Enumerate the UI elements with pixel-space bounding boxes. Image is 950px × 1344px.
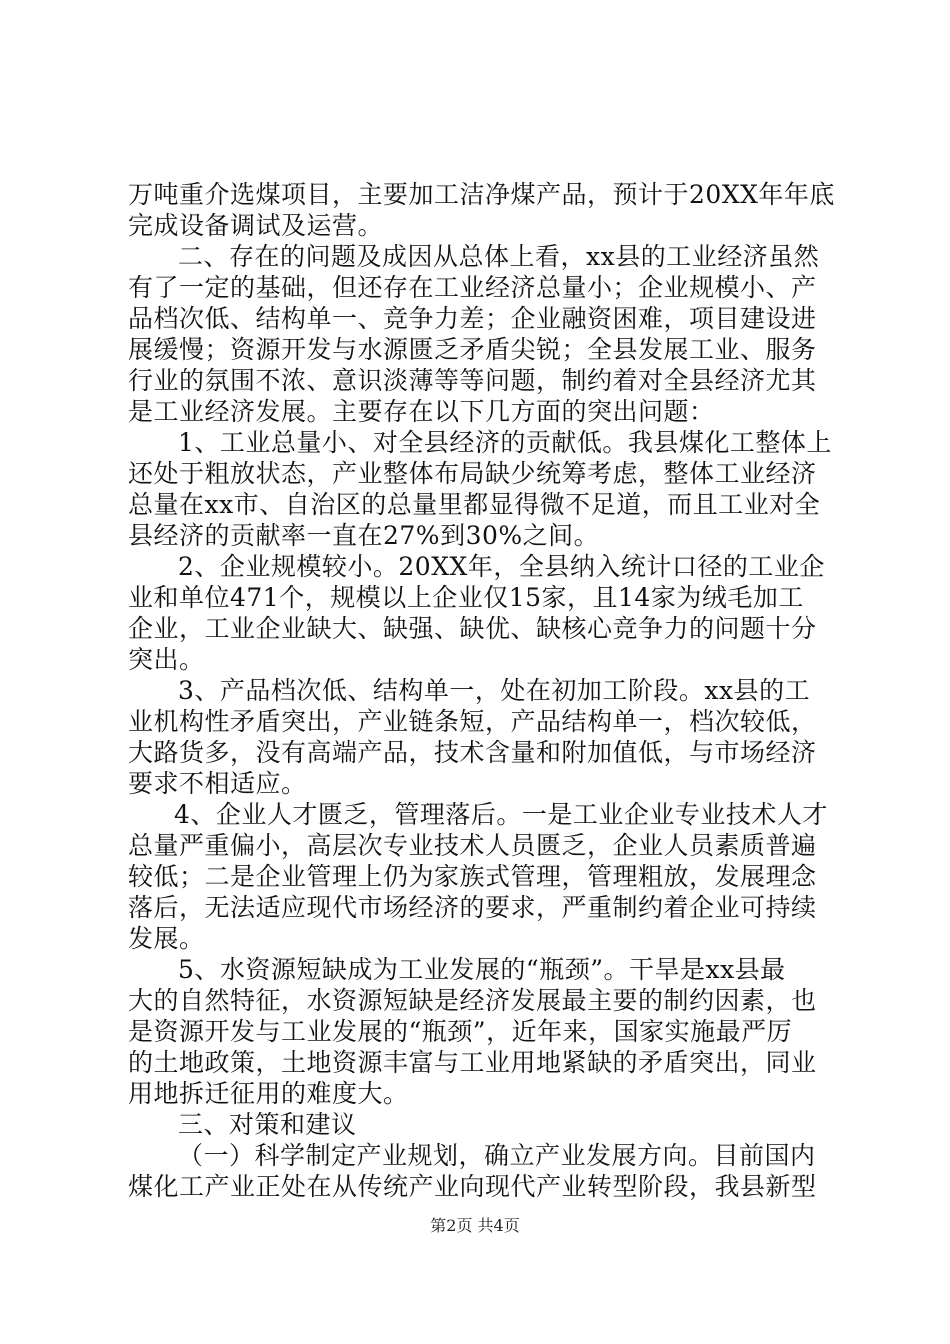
text-line: 大的自然特征，水资源短缺是经济发展最主要的制约因素，也 — [128, 986, 817, 1015]
text-line: 是工业经济发展。主要存在以下几方面的突出问题： — [128, 397, 715, 426]
text-line: 展缓慢；资源开发与水源匮乏矛盾尖锐；全县发展工业、服务 — [128, 335, 817, 364]
text-line: 发展。 — [128, 924, 205, 953]
text-line: 二、存在的问题及成因从总体上看，xx县的工业经济虽然 — [178, 242, 820, 271]
text-line: 突出。 — [128, 645, 205, 674]
text-line: 完成设备调试及运营。 — [128, 211, 384, 240]
text-line: 大路货多，没有高端产品，技术含量和附加值低，与市场经济 — [128, 738, 817, 767]
text-line: 有了一定的基础，但还存在工业经济总量小；企业规模小、产 — [128, 273, 817, 302]
text-line: 5、水资源短缺成为工业发展的“瓶颈”。干旱是xx县最 — [178, 955, 786, 984]
text-line: 行业的氛围不浓、意识淡薄等等问题，制约着对全县经济尤其 — [128, 366, 817, 395]
text-line: 企业，工业企业缺大、缺强、缺优、缺核心竞争力的问题十分 — [128, 614, 817, 643]
text-line: 业机构性矛盾突出，产业链条短，产品结构单一，档次较低， — [128, 707, 817, 736]
text-line: 3、产品档次低、结构单一，处在初加工阶段。xx县的工 — [178, 676, 811, 705]
text-line: 1、工业总量小、对全县经济的贡献低。我县煤化工整体上 — [178, 428, 832, 457]
text-line: 万吨重介选煤项目，主要加工洁净煤产品，预计于20XX年年底 — [128, 180, 835, 209]
page-number-footer: 第2页 共4页 — [430, 1216, 520, 1235]
text-line: 业和单位471个，规模以上企业仅15家，且14家为绒毛加工 — [128, 583, 804, 612]
text-line: 县经济的贡献率一直在27%到30%之间。 — [128, 521, 600, 550]
text-line: 三、对策和建议 — [178, 1110, 357, 1139]
text-line: 落后，无法适应现代市场经济的要求，严重制约着企业可持续 — [128, 893, 817, 922]
text-line: 品档次低、结构单一、竞争力差；企业融资困难，项目建设进 — [128, 304, 817, 333]
text-line: 较低；二是企业管理上仍为家族式管理，管理粗放，发展理念 — [128, 862, 817, 891]
text-line: 还处于粗放状态，产业整体布局缺少统筹考虑，整体工业经济 — [128, 459, 817, 488]
text-line: 要求不相适应。 — [128, 769, 307, 798]
text-line: 总量在xx市、自治区的总量里都显得微不足道，而且工业对全 — [128, 490, 821, 519]
text-line: （一）科学制定产业规划，确立产业发展方向。目前国内 — [178, 1141, 816, 1170]
text-line: 4、企业人才匮乏，管理落后。一是工业企业专业技术人才 — [174, 800, 828, 829]
text-line: 2、企业规模较小。20XX年，全县纳入统计口径的工业企 — [178, 552, 825, 581]
text-line: 是资源开发与工业发展的“瓶颈”，近年来，国家实施最严厉 — [128, 1017, 793, 1046]
text-line: 的土地政策，土地资源丰富与工业用地紧缺的矛盾突出，同业 — [128, 1048, 817, 1077]
text-line: 用地拆迁征用的难度大。 — [128, 1079, 409, 1108]
text-line: 总量严重偏小，高层次专业技术人员匮乏，企业人员素质普遍 — [128, 831, 817, 860]
text-line: 煤化工产业正处在从传统产业向现代产业转型阶段，我县新型 — [128, 1172, 817, 1201]
